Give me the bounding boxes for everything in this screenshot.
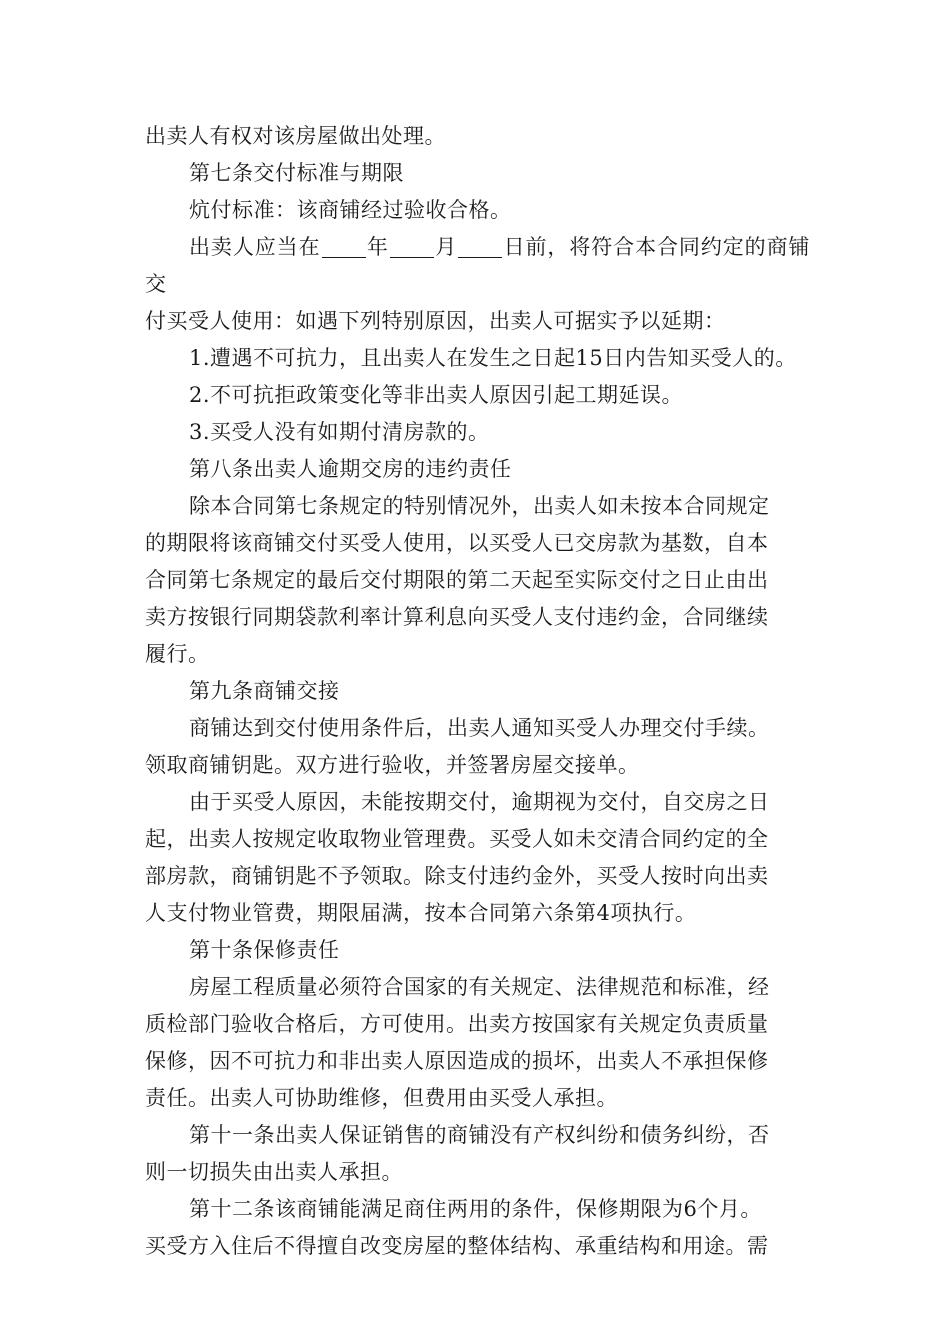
- text-line: 则一切损失由出卖人承担。: [145, 1160, 403, 1184]
- text-line: 房屋工程质量必须符合国家的有关规定、法律规范和标准，经: [189, 975, 770, 999]
- list-item-3: [145, 414, 810, 451]
- paragraph-handover: [145, 710, 810, 784]
- text-line: 炕付标准：该商铺经过验收合格。: [189, 198, 512, 222]
- text-line: 第十一条出卖人保证销售的商铺没有产权纠纷和债务纠纷，否: [189, 1123, 770, 1147]
- text-line: 质检部门验收合格后，方可使用。出卖方按国家有关规定负责质量: [145, 1012, 769, 1036]
- text-line: 人支付物业管费，期限届满，按本合同第六条第4项执行。: [145, 901, 697, 925]
- text-segment: 日前，将符合本合同约定的商铺交: [145, 235, 811, 296]
- paragraph-seller-right: [145, 118, 810, 155]
- text-line: 付买受人使用：如遇下列特别原因，出卖人可据实予以延期：: [145, 309, 726, 333]
- text-line: 商铺达到交付使用条件后，出卖人通知买受人办理交付手续。: [189, 716, 770, 740]
- heading-article-9: [145, 673, 810, 710]
- text-line: 履行。: [145, 642, 210, 666]
- heading-article-8: [145, 451, 810, 488]
- text-line: 第八条出卖人逾期交房的违约责任: [189, 457, 512, 481]
- text-line: 责任。出卖人可协助维修，但费用由买受人承担。: [145, 1086, 618, 1110]
- document-body: [145, 118, 810, 1265]
- text-segment: 年: [366, 235, 389, 259]
- text-line: 的期限将该商铺交付买受人使用，以买受人已交房款为基数，自本: [145, 531, 769, 555]
- paragraph-buyer-delay: [145, 784, 810, 932]
- text-line: 合同第七条规定的最后交付期限的第二天起至实际交付之日止由出: [145, 568, 769, 592]
- text-line: 除本合同第七条规定的特别情况外，出卖人如未按本合同规定: [189, 494, 770, 518]
- text-line: 第九条商铺交接: [189, 679, 340, 703]
- text-line: 2.不可抗拒政策变化等非出卖人原因引起工期延误。: [189, 383, 684, 407]
- text-line: 起，出卖人按规定收取物业管理费。买受人如未交清合同约定的全: [145, 827, 769, 851]
- blank-month-field: [390, 235, 434, 258]
- text-line: 1.遭遇不可抗力，且出卖人在发生之日起15日内告知买受人的。: [189, 346, 797, 370]
- paragraph-warranty: [145, 969, 810, 1117]
- text-line: 出卖人有权对该房屋做出处理。: [145, 124, 446, 148]
- text-segment: 出卖人应当在: [189, 235, 321, 259]
- paragraph-delivery-standard: [145, 192, 810, 229]
- text-line: 由于买受人原因，未能按期交付，逾期视为交付，自交房之日: [189, 790, 770, 814]
- paragraph-late-delivery-liability: [145, 488, 810, 673]
- text-line: 第七条交付标准与期限: [189, 161, 404, 185]
- text-line: 保修，因不可抗力和非出卖人原因造成的损坏，出卖人不承担保修: [145, 1049, 769, 1073]
- text-line: 3.买受人没有如期付清房款的。: [189, 420, 490, 444]
- paragraph-article-12: [145, 1191, 810, 1265]
- text-line: 卖方按银行同期袋款利率计算利息向买受人支付违约金，合同继续: [145, 605, 769, 629]
- text-line: [145, 229, 810, 303]
- list-item-2: [145, 377, 810, 414]
- text-line: 部房款，商铺钥匙不予领取。除支付违约金外，买受人按时向出卖: [145, 864, 769, 888]
- list-item-1: [145, 340, 810, 377]
- blank-day-field: [458, 235, 502, 258]
- text-line: 第十条保修责任: [189, 938, 340, 962]
- text-line: 买受方入住后不得擅自改变房屋的整体结构、承重结构和用途。需: [145, 1234, 769, 1258]
- text-line: 第十二条该商铺能满足商住两用的条件，保修期限为6个月。: [189, 1197, 762, 1221]
- paragraph-article-11: [145, 1117, 810, 1191]
- text-segment: 月: [434, 235, 458, 259]
- blank-year-field: [322, 235, 366, 258]
- heading-article-7: [145, 155, 810, 192]
- paragraph-delivery-deadline: [145, 229, 810, 340]
- text-line: 领取商铺钥匙。双方进行验收，并签署房屋交接单。: [145, 753, 640, 777]
- heading-article-10: [145, 932, 810, 969]
